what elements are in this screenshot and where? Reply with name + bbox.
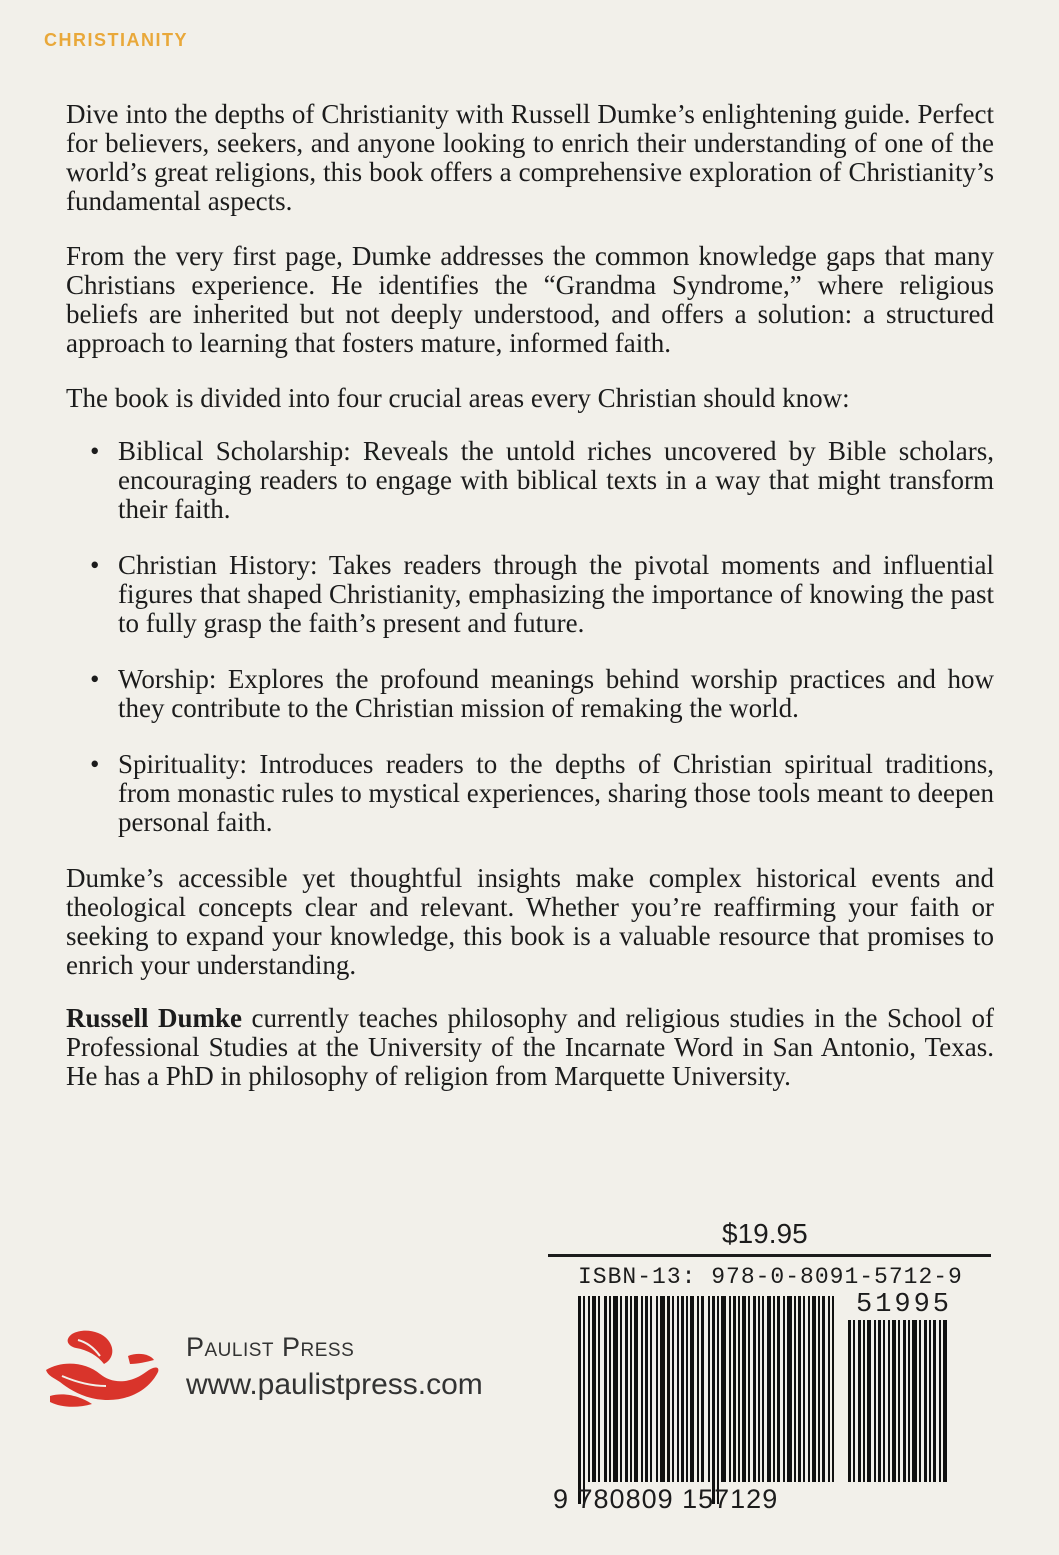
price-divider bbox=[548, 1254, 991, 1257]
addon-digits: 51995 bbox=[856, 1290, 953, 1320]
area-item-worship bbox=[66, 665, 994, 723]
bullet-icon: • bbox=[90, 436, 100, 466]
book-description bbox=[66, 100, 994, 1091]
area-item-biblical-scholarship bbox=[66, 437, 994, 524]
bullet-icon: • bbox=[90, 664, 100, 694]
area-text: Biblical Scholarship: Reveals the untold riches uncovered by Bible scholars, encouraging readers to engage with biblical texts in a way that might transform their faith. bbox=[118, 436, 994, 524]
description-closing: Dumke’s accessible yet thoughtful insights make complex historical events and theological concepts clear and relevant. Whether you’re reaffirming your faith or seeking to expand your knowledge, this book is a valuable resource that promises to enrich your understanding. bbox=[66, 863, 994, 980]
area-item-christian-history bbox=[66, 551, 994, 638]
area-text: Worship: Explores the profound meanings behind worship practices and how they contribute to the Christian mission of remaking the world. bbox=[118, 664, 994, 723]
price-label: $19.95 bbox=[722, 1218, 808, 1249]
author-name: Russell Dumke bbox=[66, 1003, 243, 1033]
barcode-icon bbox=[578, 1296, 834, 1504]
publisher-name: Paulist Press bbox=[186, 1332, 355, 1362]
areas-intro: The book is divided into four crucial areas every Christian should know: bbox=[66, 383, 850, 413]
area-item-spirituality bbox=[66, 750, 994, 837]
area-text: Christian History: Takes readers through the pivotal moments and influential figures that shaped Christianity, emphasizing the importance of knowing the past to fully grasp the faith’s present and future. bbox=[118, 550, 994, 638]
publisher-url[interactable]: www.paulistpress.com bbox=[186, 1368, 483, 1401]
author-bio-text: currently teaches philosophy and religious studies in the School of Professional Studies at the University of the Incarnate Word in San Antonio, Texas. He has a PhD in philosophy of religion from Marquette University. bbox=[66, 1003, 995, 1091]
bullet-icon: • bbox=[90, 749, 100, 779]
bullet-icon: • bbox=[90, 550, 100, 580]
areas-list bbox=[66, 437, 994, 837]
barcode-addon-icon bbox=[848, 1320, 974, 1504]
description-intro: Dive into the depths of Christianity with Russell Dumke’s enlightening guide. Perfect for believers, seekers, and anyone looking to enrich their understanding of one of the world’s great religions, this book offers a comprehensive exploration of Christianity’s fundamental aspects. bbox=[66, 99, 994, 216]
description-syndrome: From the very first page, Dumke addresses the common knowledge gaps that many Christians experience. He identifies the “Grandma Syndrome,” where religious beliefs are inherited but not deeply understood, and offers a solution: a structured approach to learning that fosters mature, informed faith. bbox=[66, 241, 994, 358]
dove-logo-icon bbox=[42, 1326, 162, 1410]
barcode-digits: 9 780809 157129 bbox=[553, 1484, 779, 1514]
area-text: Spirituality: Introduces readers to the depths of Christian spiritual traditions, from monastic rules to mystical experiences, sharing those tools meant to deepen personal faith. bbox=[118, 749, 994, 837]
isbn-label: ISBN-13: 978-0-8091-5712-9 bbox=[578, 1264, 963, 1290]
author-bio bbox=[66, 1004, 994, 1091]
category-label: CHRISTIANITY bbox=[44, 30, 188, 50]
